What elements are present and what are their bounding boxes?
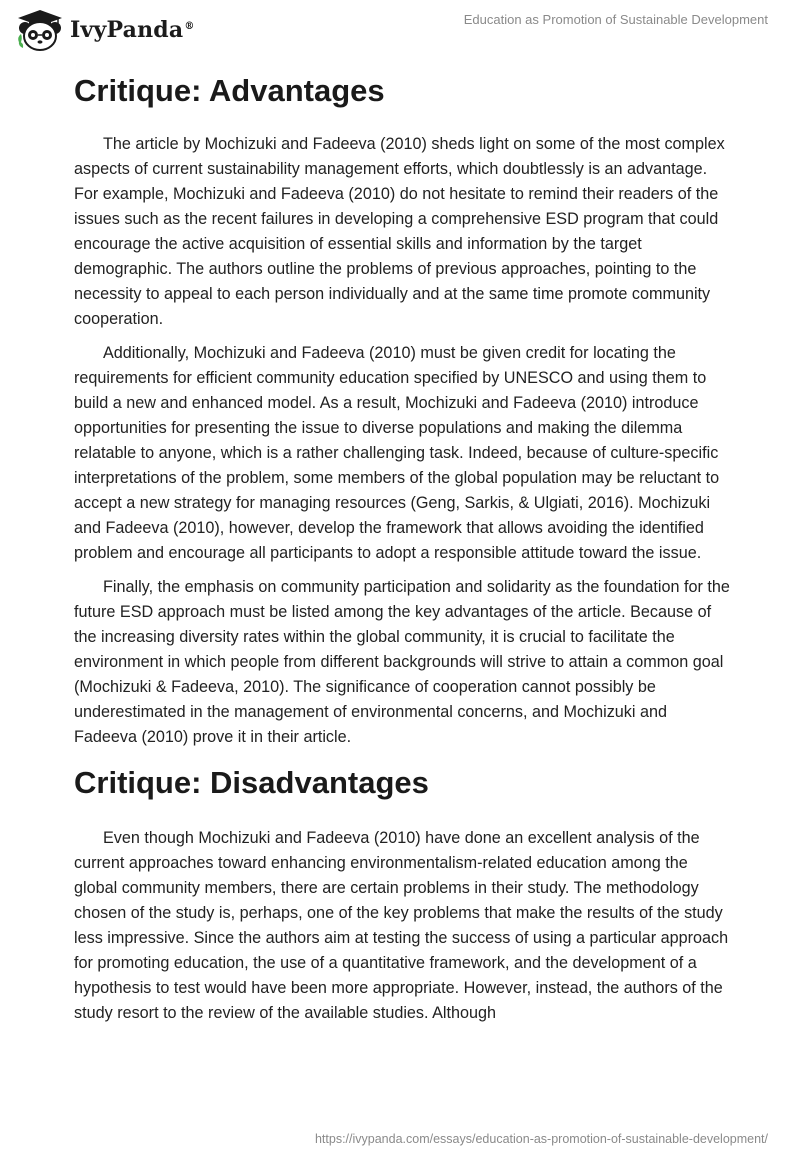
page-header xyxy=(0,0,800,60)
section-heading-disadvantages: Critique: Disadvantages xyxy=(74,765,429,800)
paragraph: Additionally, Mochizuki and Fadeeva (2010) must be given credit for locating the requirements for efficient community education specified by UNESCO and using them to build a new and enhanced model. As a result, Mochizuki and Fadeeva (2010) introduce opportunities for presenting the issue to diverse populations and making the dilemma relatable to anyone, which is a rather challenging task. Indeed, because of culture-specific interpretations of the problem, some members of the global population may be reluctant to accept a new strategy for managing resources (Geng, Sarkis, & Ulgiati, 2016). Mochizuki and Fadeeva (2010), however, develop the framework that allows avoiding the identified problem and encourage all participants to adopt a responsible attitude toward the issue. xyxy=(74,344,720,562)
section-heading-advantages: Critique: Advantages xyxy=(74,73,385,108)
brand-logo[interactable] xyxy=(14,8,195,52)
paragraph: The article by Mochizuki and Fadeeva (2010) sheds light on some of the most complex aspects of current sustainability management efforts, which doubtlessly is an advantage. For example, Mochizuki and Fadeeva (2010) do not hesitate to remind their readers of the issues such as the recent failures in developing a comprehensive ESD program that could encourage the active acquisition of essential skills and information by the target demographic. The authors outline the problems of previous approaches, pointing to the necessity to appeal to each person individually and at the same time promote community cooperation. xyxy=(74,135,725,328)
panda-graduate-icon xyxy=(14,8,66,52)
article-body xyxy=(74,70,734,1035)
source-url[interactable]: https://ivypanda.com/essays/education-as-promotion-of-sustainable-development/ xyxy=(314,1132,768,1146)
brand-name: IvyPanda® xyxy=(70,17,195,43)
paragraph: Finally, the emphasis on community participation and solidarity as the foundation for the future ESD approach must be listed among the key advantages of the article. Because of the increasing diversity rates within the global community, it is crucial to facilitate the environment in which people from different backgrounds will strive to attain a common goal (Mochizuki & Fadeeva, 2010). The significance of cooperation cannot possibly be underestimated in the management of environmental concerns, and Mochizuki and Fadeeva (2010) prove it in their article. xyxy=(74,578,730,746)
document-title: Education as Promotion of Sustainable Development xyxy=(463,12,768,27)
paragraph: Even though Mochizuki and Fadeeva (2010) have done an excellent analysis of the current approaches toward enhancing environmentalism-related education among the global community members, there are certain problems in their study. The methodology chosen of the study is, perhaps, one of the key problems that make the results of the study less impressive. Since the authors aim at testing the success of using a particular approach for promoting education, the use of a quantitative framework, and the development of a hypothesis to test would have been more appropriate. However, instead, the authors of the study resort to the review of the available studies. Although xyxy=(74,829,729,1022)
